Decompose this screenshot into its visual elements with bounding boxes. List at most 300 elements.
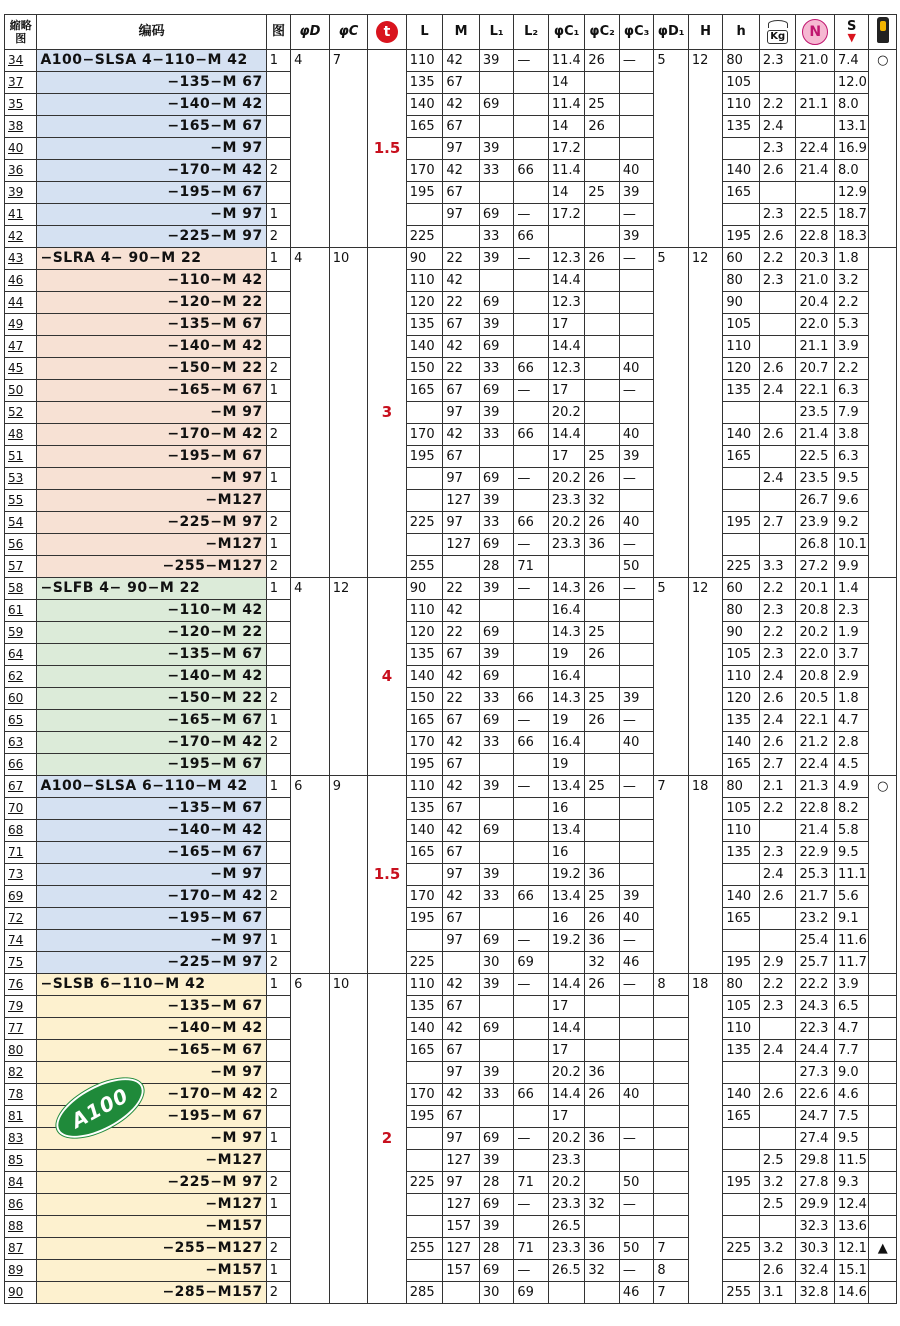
l1-value bbox=[479, 600, 514, 622]
stiffness-value: 7.7 bbox=[834, 1040, 869, 1062]
l-value bbox=[406, 490, 443, 512]
product-code: −170−M 42 bbox=[37, 1084, 266, 1106]
product-code: −M127 bbox=[37, 1194, 266, 1216]
ref-number: 55 bbox=[5, 490, 37, 512]
n-value: 21.4 bbox=[796, 160, 835, 182]
weight-value: 2.2 bbox=[759, 974, 796, 996]
n-value: 22.9 bbox=[796, 842, 835, 864]
l2-value bbox=[514, 336, 549, 358]
l1-value: 39 bbox=[479, 248, 514, 270]
figure-number bbox=[266, 644, 290, 666]
phi-d1-value bbox=[654, 1150, 689, 1172]
h-lower-value: 135 bbox=[723, 116, 760, 138]
phi-c1-value: 23.3 bbox=[548, 490, 585, 512]
weight-value: 2.4 bbox=[759, 710, 796, 732]
figure-number: 1 bbox=[266, 50, 290, 72]
l2-value bbox=[514, 1216, 549, 1238]
phi-c3-value: — bbox=[619, 578, 654, 600]
phi-c1-value: 14.3 bbox=[548, 578, 585, 600]
availability-mark: ○ bbox=[869, 776, 897, 974]
n-value: 24.7 bbox=[796, 1106, 835, 1128]
ref-number: 44 bbox=[5, 292, 37, 314]
h-lower-value: 165 bbox=[723, 1106, 760, 1128]
phi-c3-value: — bbox=[619, 1128, 654, 1150]
weight-value: 2.4 bbox=[759, 380, 796, 402]
phi-c3-value bbox=[619, 402, 654, 424]
l1-value: 28 bbox=[479, 556, 514, 578]
l1-value: 33 bbox=[479, 1084, 514, 1106]
ref-number: 90 bbox=[5, 1282, 37, 1304]
phi-d-value: 6 bbox=[291, 776, 330, 974]
stiffness-value: 3.7 bbox=[834, 644, 869, 666]
phi-c1-value bbox=[548, 952, 585, 974]
figure-number bbox=[266, 314, 290, 336]
l1-value bbox=[479, 754, 514, 776]
m-value: 97 bbox=[443, 512, 480, 534]
l1-value bbox=[479, 996, 514, 1018]
header-h-lower: h bbox=[723, 15, 760, 50]
phi-c2-value: 26 bbox=[585, 578, 620, 600]
figure-number: 2 bbox=[266, 1282, 290, 1304]
availability-mark bbox=[869, 248, 897, 578]
m-value: 22 bbox=[443, 688, 480, 710]
phi-c3-value bbox=[619, 138, 654, 160]
phi-c2-value: 26 bbox=[585, 468, 620, 490]
phi-c3-value: — bbox=[619, 248, 654, 270]
phi-c1-value: 26.5 bbox=[548, 1260, 585, 1282]
phi-c3-value bbox=[619, 754, 654, 776]
figure-number: 1 bbox=[266, 380, 290, 402]
weight-value: 3.2 bbox=[759, 1238, 796, 1260]
header-l: L bbox=[406, 15, 443, 50]
product-code: −225−M 97 bbox=[37, 226, 266, 248]
m-value: 127 bbox=[443, 490, 480, 512]
header-fig: 图 bbox=[266, 15, 290, 50]
phi-c3-value: 39 bbox=[619, 886, 654, 908]
header-t bbox=[368, 15, 407, 50]
phi-c3-value: — bbox=[619, 930, 654, 952]
phi-c3-value bbox=[619, 600, 654, 622]
phi-c1-value: 19.2 bbox=[548, 864, 585, 886]
m-value bbox=[443, 1282, 480, 1304]
l-value: 140 bbox=[406, 94, 443, 116]
m-value: 127 bbox=[443, 1150, 480, 1172]
phi-c1-value: 13.4 bbox=[548, 776, 585, 798]
phi-c2-value: 25 bbox=[585, 622, 620, 644]
l-value: 140 bbox=[406, 1018, 443, 1040]
table-row bbox=[5, 1194, 897, 1216]
product-code: −150−M 22 bbox=[37, 358, 266, 380]
h-lower-value: 255 bbox=[723, 1282, 760, 1304]
l-value bbox=[406, 1194, 443, 1216]
ref-number: 40 bbox=[5, 138, 37, 160]
l1-value: 69 bbox=[479, 666, 514, 688]
stiffness-value: 4.9 bbox=[834, 776, 869, 798]
h-upper-value: 18 bbox=[688, 776, 723, 974]
l-value bbox=[406, 1216, 443, 1238]
h-lower-value: 110 bbox=[723, 1018, 760, 1040]
header-l2: L₂ bbox=[514, 15, 549, 50]
n-value: 20.3 bbox=[796, 248, 835, 270]
phi-c2-value: 25 bbox=[585, 886, 620, 908]
phi-c1-value: 11.4 bbox=[548, 160, 585, 182]
stiffness-value: 7.9 bbox=[834, 402, 869, 424]
weight-value: 2.6 bbox=[759, 226, 796, 248]
l-value bbox=[406, 204, 443, 226]
m-value: 67 bbox=[443, 1106, 480, 1128]
table-row bbox=[5, 424, 897, 446]
m-value: 157 bbox=[443, 1216, 480, 1238]
stiffness-value: 5.3 bbox=[834, 314, 869, 336]
stiffness-value: 12.4 bbox=[834, 1194, 869, 1216]
l1-value: 39 bbox=[479, 776, 514, 798]
phi-c1-value: 16 bbox=[548, 842, 585, 864]
table-row bbox=[5, 160, 897, 182]
l2-value: — bbox=[514, 1194, 549, 1216]
n-value: 22.2 bbox=[796, 974, 835, 996]
m-value: 42 bbox=[443, 666, 480, 688]
table-row bbox=[5, 512, 897, 534]
ref-number: 71 bbox=[5, 842, 37, 864]
phi-c1-value: 14.3 bbox=[548, 622, 585, 644]
phi-c1-value: 16 bbox=[548, 798, 585, 820]
stiffness-value: 9.0 bbox=[834, 1062, 869, 1084]
phi-c2-value bbox=[585, 1282, 620, 1304]
table-row bbox=[5, 908, 897, 930]
phi-c2-value bbox=[585, 424, 620, 446]
l2-value: 66 bbox=[514, 512, 549, 534]
availability-mark bbox=[869, 1106, 897, 1128]
down-arrow-icon: ▼ bbox=[847, 31, 856, 44]
n-value: 22.5 bbox=[796, 204, 835, 226]
phi-c2-value: 36 bbox=[585, 1238, 620, 1260]
m-value: 67 bbox=[443, 1040, 480, 1062]
n-value bbox=[796, 72, 835, 94]
figure-number: 1 bbox=[266, 974, 290, 996]
l-value: 120 bbox=[406, 622, 443, 644]
availability-mark bbox=[869, 1172, 897, 1194]
stiffness-value: 9.9 bbox=[834, 556, 869, 578]
phi-c3-value bbox=[619, 1216, 654, 1238]
l-value: 170 bbox=[406, 732, 443, 754]
stiffness-value: 4.7 bbox=[834, 1018, 869, 1040]
m-value: 97 bbox=[443, 1128, 480, 1150]
product-code: −170−M 42 bbox=[37, 424, 266, 446]
weight-value: 2.4 bbox=[759, 468, 796, 490]
table-row bbox=[5, 798, 897, 820]
product-code: −170−M 42 bbox=[37, 160, 266, 182]
stiffness-value: 14.6 bbox=[834, 1282, 869, 1304]
h-lower-value: 60 bbox=[723, 578, 760, 600]
h-lower-value bbox=[723, 1062, 760, 1084]
table-row bbox=[5, 72, 897, 94]
l1-value: 69 bbox=[479, 292, 514, 314]
l2-value bbox=[514, 182, 549, 204]
h-lower-value: 90 bbox=[723, 292, 760, 314]
l2-value bbox=[514, 820, 549, 842]
m-value: 97 bbox=[443, 864, 480, 886]
h-lower-value: 165 bbox=[723, 446, 760, 468]
figure-number bbox=[266, 490, 290, 512]
n-value: 21.1 bbox=[796, 336, 835, 358]
product-code: −120−M 22 bbox=[37, 292, 266, 314]
phi-d1-value: 5 bbox=[654, 248, 689, 578]
weight-value bbox=[759, 314, 796, 336]
availability-mark bbox=[869, 974, 897, 996]
figure-number bbox=[266, 402, 290, 424]
l2-value: 69 bbox=[514, 1282, 549, 1304]
figure-number bbox=[266, 270, 290, 292]
table-row bbox=[5, 886, 897, 908]
figure-number: 1 bbox=[266, 468, 290, 490]
l2-value: 71 bbox=[514, 1238, 549, 1260]
m-value: 97 bbox=[443, 930, 480, 952]
m-value: 42 bbox=[443, 270, 480, 292]
n-value: 30.3 bbox=[796, 1238, 835, 1260]
product-code: −195−M 67 bbox=[37, 1106, 266, 1128]
figure-number: 2 bbox=[266, 732, 290, 754]
phi-c1-value: 17.2 bbox=[548, 138, 585, 160]
h-upper-value: 18 bbox=[688, 974, 723, 1304]
table-row bbox=[5, 138, 897, 160]
l2-value bbox=[514, 94, 549, 116]
phi-c2-value bbox=[585, 270, 620, 292]
l-value: 110 bbox=[406, 270, 443, 292]
phi-c-value: 12 bbox=[329, 578, 368, 776]
figure-number: 1 bbox=[266, 1128, 290, 1150]
l2-value: — bbox=[514, 248, 549, 270]
m-value: 42 bbox=[443, 886, 480, 908]
n-value: 21.4 bbox=[796, 820, 835, 842]
product-code: −M 97 bbox=[37, 1062, 266, 1084]
l1-value: 33 bbox=[479, 688, 514, 710]
ref-number: 62 bbox=[5, 666, 37, 688]
phi-c2-value: 26 bbox=[585, 974, 620, 996]
n-value: 20.8 bbox=[796, 666, 835, 688]
phi-c3-value bbox=[619, 798, 654, 820]
l-value: 90 bbox=[406, 248, 443, 270]
l-value: 135 bbox=[406, 644, 443, 666]
n-value: 22.3 bbox=[796, 1018, 835, 1040]
l-value bbox=[406, 402, 443, 424]
table-row bbox=[5, 974, 897, 996]
figure-number: 2 bbox=[266, 952, 290, 974]
phi-c2-value bbox=[585, 358, 620, 380]
m-value: 22 bbox=[443, 358, 480, 380]
product-code: −140−M 42 bbox=[37, 1018, 266, 1040]
figure-number bbox=[266, 336, 290, 358]
phi-c3-value: 40 bbox=[619, 908, 654, 930]
m-value: 42 bbox=[443, 974, 480, 996]
table-row bbox=[5, 600, 897, 622]
m-value: 67 bbox=[443, 380, 480, 402]
kg-label: Kg bbox=[767, 30, 788, 44]
l-value: 140 bbox=[406, 820, 443, 842]
l1-value: 69 bbox=[479, 1128, 514, 1150]
phi-c1-value: 20.2 bbox=[548, 468, 585, 490]
n-value: 22.4 bbox=[796, 138, 835, 160]
table-row bbox=[5, 1106, 897, 1128]
m-value: 42 bbox=[443, 732, 480, 754]
phi-c1-value: 13.4 bbox=[548, 886, 585, 908]
phi-c1-value: 11.4 bbox=[548, 94, 585, 116]
stiffness-value: 2.8 bbox=[834, 732, 869, 754]
weight-value: 2.6 bbox=[759, 424, 796, 446]
stiffness-value: 6.5 bbox=[834, 996, 869, 1018]
figure-number bbox=[266, 842, 290, 864]
phi-c3-value bbox=[619, 336, 654, 358]
l1-value: 30 bbox=[479, 952, 514, 974]
table-row bbox=[5, 754, 897, 776]
l-value: 225 bbox=[406, 226, 443, 248]
l2-value bbox=[514, 798, 549, 820]
l2-value: 69 bbox=[514, 952, 549, 974]
stiffness-value: 12.0 bbox=[834, 72, 869, 94]
ref-number: 70 bbox=[5, 798, 37, 820]
m-value: 42 bbox=[443, 424, 480, 446]
ref-number: 84 bbox=[5, 1172, 37, 1194]
product-code: −165−M 67 bbox=[37, 842, 266, 864]
l2-value: 66 bbox=[514, 732, 549, 754]
stiffness-value: 5.8 bbox=[834, 820, 869, 842]
product-code: −135−M 67 bbox=[37, 72, 266, 94]
availability-mark bbox=[869, 1150, 897, 1172]
l2-value: 66 bbox=[514, 886, 549, 908]
product-code: −225−M 97 bbox=[37, 512, 266, 534]
n-value: 21.0 bbox=[796, 270, 835, 292]
phi-c2-value bbox=[585, 798, 620, 820]
phi-c2-value bbox=[585, 160, 620, 182]
h-lower-value bbox=[723, 1216, 760, 1238]
m-value: 67 bbox=[443, 842, 480, 864]
n-value: 22.6 bbox=[796, 1084, 835, 1106]
header-m: M bbox=[443, 15, 480, 50]
stiffness-value: 11.1 bbox=[834, 864, 869, 886]
phi-c1-value: 17 bbox=[548, 314, 585, 336]
h-lower-value: 80 bbox=[723, 50, 760, 72]
t-value: 2 bbox=[368, 974, 407, 1304]
h-lower-value bbox=[723, 930, 760, 952]
phi-c3-value: 46 bbox=[619, 1282, 654, 1304]
header-phi-d1: φD₁ bbox=[654, 15, 689, 50]
l2-value bbox=[514, 1040, 549, 1062]
figure-number bbox=[266, 1106, 290, 1128]
l-value: 170 bbox=[406, 1084, 443, 1106]
table-row bbox=[5, 842, 897, 864]
ref-number: 83 bbox=[5, 1128, 37, 1150]
n-value: 27.3 bbox=[796, 1062, 835, 1084]
l-value bbox=[406, 864, 443, 886]
ref-number: 72 bbox=[5, 908, 37, 930]
product-code: −285−M157 bbox=[37, 1282, 266, 1304]
n-value bbox=[796, 116, 835, 138]
s-label: S bbox=[847, 19, 857, 34]
table-row bbox=[5, 1238, 897, 1260]
h-lower-value: 105 bbox=[723, 798, 760, 820]
phi-c1-value: 16.4 bbox=[548, 600, 585, 622]
figure-number: 2 bbox=[266, 556, 290, 578]
l1-value: 39 bbox=[479, 578, 514, 600]
m-value: 127 bbox=[443, 1238, 480, 1260]
product-code: −SLSB 6−110−M 42 bbox=[37, 974, 266, 996]
weight-value bbox=[759, 182, 796, 204]
n-value: 20.7 bbox=[796, 358, 835, 380]
l1-value bbox=[479, 908, 514, 930]
phi-c3-value: 40 bbox=[619, 358, 654, 380]
phi-c3-value: 40 bbox=[619, 732, 654, 754]
phi-c1-value: 17 bbox=[548, 1040, 585, 1062]
phi-c1-value: 16.4 bbox=[548, 666, 585, 688]
h-lower-value: 120 bbox=[723, 358, 760, 380]
table-row bbox=[5, 688, 897, 710]
figure-number bbox=[266, 1062, 290, 1084]
t-value: 1.5 bbox=[368, 50, 407, 248]
l2-value bbox=[514, 1106, 549, 1128]
phi-c1-value: 20.2 bbox=[548, 1062, 585, 1084]
phi-c2-value bbox=[585, 732, 620, 754]
phi-c3-value: — bbox=[619, 710, 654, 732]
phi-c2-value bbox=[585, 996, 620, 1018]
l2-value: — bbox=[514, 380, 549, 402]
m-value bbox=[443, 556, 480, 578]
product-code: −120−M 22 bbox=[37, 622, 266, 644]
product-code: −140−M 42 bbox=[37, 94, 266, 116]
header-phi-c2: φC₂ bbox=[585, 15, 620, 50]
m-value: 42 bbox=[443, 94, 480, 116]
stiffness-value: 9.1 bbox=[834, 908, 869, 930]
product-code: −165−M 67 bbox=[37, 710, 266, 732]
l1-value bbox=[479, 270, 514, 292]
figure-number bbox=[266, 138, 290, 160]
phi-d1-value bbox=[654, 1172, 689, 1194]
ref-number: 35 bbox=[5, 94, 37, 116]
h-lower-value: 225 bbox=[723, 556, 760, 578]
weight-value: 2.2 bbox=[759, 798, 796, 820]
l-value: 165 bbox=[406, 116, 443, 138]
table-row bbox=[5, 1172, 897, 1194]
weight-value bbox=[759, 1018, 796, 1040]
product-code: −255−M127 bbox=[37, 1238, 266, 1260]
ref-number: 77 bbox=[5, 1018, 37, 1040]
l1-value: 39 bbox=[479, 402, 514, 424]
stiffness-value: 4.6 bbox=[834, 1084, 869, 1106]
phi-c3-value bbox=[619, 490, 654, 512]
table-row bbox=[5, 1128, 897, 1150]
phi-c3-value bbox=[619, 1062, 654, 1084]
l-value: 195 bbox=[406, 1106, 443, 1128]
figure-number: 2 bbox=[266, 160, 290, 182]
figure-number bbox=[266, 754, 290, 776]
phi-c-value: 7 bbox=[329, 50, 368, 248]
l2-value bbox=[514, 292, 549, 314]
l1-value: 69 bbox=[479, 380, 514, 402]
phi-d1-value: 8 bbox=[654, 1260, 689, 1282]
product-code: −M 97 bbox=[37, 864, 266, 886]
phi-c1-value: 20.2 bbox=[548, 1128, 585, 1150]
figure-number bbox=[266, 72, 290, 94]
phi-c3-value: 40 bbox=[619, 424, 654, 446]
ref-number: 52 bbox=[5, 402, 37, 424]
figure-number bbox=[266, 116, 290, 138]
product-code: −110−M 42 bbox=[37, 600, 266, 622]
weight-value: 2.2 bbox=[759, 248, 796, 270]
figure-number bbox=[266, 1018, 290, 1040]
n-value: 23.5 bbox=[796, 468, 835, 490]
stiffness-value: 3.2 bbox=[834, 270, 869, 292]
phi-c1-value: 17 bbox=[548, 380, 585, 402]
availability-mark bbox=[869, 1018, 897, 1040]
phi-d1-value bbox=[654, 1062, 689, 1084]
